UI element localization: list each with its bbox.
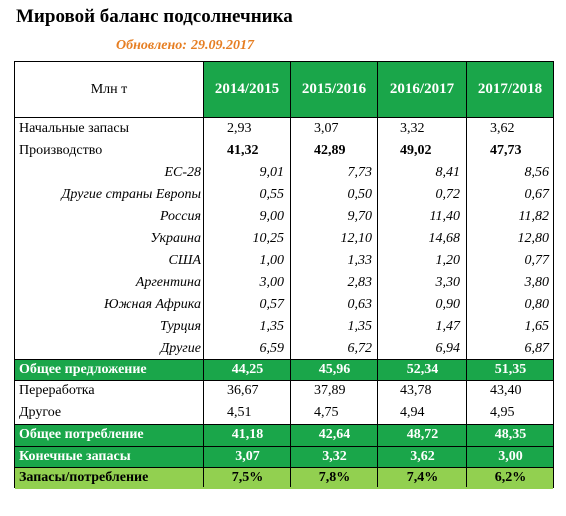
row-divider: [15, 424, 553, 425]
table-cell: 4,75: [314, 405, 339, 420]
table-cell: 4,51: [227, 405, 252, 420]
table-cell: 3,32: [400, 121, 425, 136]
table-cell: 1,47: [435, 319, 460, 334]
table-cell: 49,02: [400, 143, 432, 158]
table-row: [15, 380, 553, 402]
table-cell: 11,82: [518, 209, 549, 224]
table-cell: 3,62: [490, 121, 515, 136]
column-header: 2015/2016: [290, 62, 377, 117]
table-row: [15, 359, 553, 381]
table-cell: 6,87: [524, 341, 549, 356]
row-label: Конечные запасы: [19, 449, 131, 464]
table-cell: 48,35: [494, 427, 527, 442]
row-label: Производство: [19, 143, 103, 158]
row-label: Общее предложение: [19, 362, 147, 377]
table-cell: 9,00: [259, 209, 284, 224]
table-cell: 7,73: [347, 165, 372, 180]
column-divider: [466, 117, 467, 487]
table-row: [15, 228, 553, 250]
row-label: Запасы/потребление: [19, 470, 149, 485]
table-cell: 0,67: [524, 187, 549, 202]
table-row: [15, 316, 553, 338]
table-cell: 3,62: [410, 449, 435, 464]
table-cell: 41,32: [227, 143, 259, 158]
table-row: [15, 338, 553, 360]
table-row: [15, 162, 553, 184]
table-cell: 36,67: [227, 383, 259, 398]
table-cell: 3,07: [314, 121, 339, 136]
row-divider: [15, 380, 553, 381]
row-label: Общее потребление: [19, 427, 144, 442]
row-label: Другое: [19, 405, 62, 420]
table-cell: 9,70: [347, 209, 372, 224]
table-cell: 3,00: [498, 449, 523, 464]
table-cell: 48,72: [406, 427, 439, 442]
table-cell: 6,2%: [494, 470, 527, 485]
table-cell: 10,25: [252, 231, 284, 246]
row-label: ЕС-28: [164, 165, 201, 180]
row-label: США: [168, 253, 201, 268]
table-row: [15, 118, 553, 140]
table-cell: 0,50: [347, 187, 372, 202]
table-cell: 12,80: [517, 231, 549, 246]
table-cell: 0,90: [435, 297, 460, 312]
balance-table: [14, 61, 554, 488]
table-cell: 37,89: [314, 383, 346, 398]
table-row: [15, 272, 553, 294]
table-cell: 4,95: [490, 405, 515, 420]
row-divider: [15, 117, 553, 118]
column-divider: [290, 117, 291, 487]
row-label: Другие: [160, 341, 201, 356]
table-cell: 2,83: [347, 275, 372, 290]
column-divider: [377, 117, 378, 487]
column-header: 2014/2015: [203, 62, 290, 117]
table-row: [15, 467, 553, 489]
table-row: [15, 294, 553, 316]
row-label: Переработка: [19, 383, 95, 398]
table-cell: 51,35: [494, 362, 527, 377]
row-label: Россия: [160, 209, 201, 224]
table-cell: 0,63: [347, 297, 372, 312]
table-cell: 7,4%: [406, 470, 439, 485]
row-label: Южная Африка: [103, 297, 201, 312]
table-cell: 3,80: [524, 275, 549, 290]
table-cell: 1,65: [524, 319, 549, 334]
table-cell: 47,73: [490, 143, 522, 158]
table-cell: 44,25: [231, 362, 264, 377]
table-cell: 45,96: [318, 362, 351, 377]
table-cell: 6,72: [347, 341, 372, 356]
column-divider: [203, 117, 204, 487]
table-cell: 1,35: [347, 319, 372, 334]
table-cell: 1,00: [259, 253, 284, 268]
table-cell: 1,33: [347, 253, 372, 268]
row-label: Украина: [150, 231, 201, 246]
updated-date: 29.09.2017: [190, 38, 254, 53]
table-cell: 2,93: [227, 121, 252, 136]
row-label: Другие страны Европы: [61, 187, 201, 202]
table-cell: 3,30: [435, 275, 460, 290]
unit-label: Млн т: [90, 81, 128, 97]
table-cell: 6,59: [259, 341, 284, 356]
row-label: Аргентина: [135, 275, 201, 290]
table-cell: 42,89: [314, 143, 346, 158]
table-cell: 0,80: [524, 297, 549, 312]
table-cell: 8,41: [435, 165, 460, 180]
table-row: [15, 424, 553, 446]
table-row: [15, 140, 553, 162]
table-cell: 43,40: [490, 383, 522, 398]
table-cell: 3,32: [322, 449, 347, 464]
row-label: Начальные запасы: [19, 121, 130, 136]
table-row: [15, 206, 553, 228]
updated-label: Обновлено:: [116, 38, 187, 53]
row-divider: [15, 359, 553, 360]
table-cell: 0,72: [435, 187, 460, 202]
table-cell: 11,40: [429, 209, 460, 224]
table-cell: 0,57: [259, 297, 284, 312]
table-cell: 1,20: [435, 253, 460, 268]
table-cell: 4,94: [400, 405, 425, 420]
table-cell: 3,07: [235, 449, 260, 464]
row-divider: [15, 467, 553, 468]
table-cell: 1,35: [259, 319, 284, 334]
row-divider: [15, 446, 553, 447]
row-label: Турция: [160, 319, 201, 334]
table-cell: 7,5%: [231, 470, 264, 485]
table-cell: 41,18: [231, 427, 264, 442]
table-cell: 7,8%: [318, 470, 351, 485]
table-cell: 0,77: [524, 253, 549, 268]
updated-line: [112, 38, 254, 54]
column-header: 2016/2017: [377, 62, 466, 117]
table-cell: 52,34: [406, 362, 439, 377]
table-cell: 0,55: [259, 187, 284, 202]
table-cell: 8,56: [524, 165, 549, 180]
table-cell: 6,94: [435, 341, 460, 356]
table-row: [15, 446, 553, 468]
table-cell: 43,78: [400, 383, 432, 398]
table-cell: 42,64: [318, 427, 351, 442]
table-cell: 3,00: [259, 275, 284, 290]
column-header: 2017/2018: [466, 62, 553, 117]
table-row: [15, 402, 553, 424]
table-cell: 9,01: [259, 165, 284, 180]
table-row: [15, 184, 553, 206]
table-cell: 12,10: [340, 231, 372, 246]
table-cell: 14,68: [428, 231, 460, 246]
page-title: Мировой баланс подсолнечника: [16, 6, 293, 27]
table-row: [15, 250, 553, 272]
